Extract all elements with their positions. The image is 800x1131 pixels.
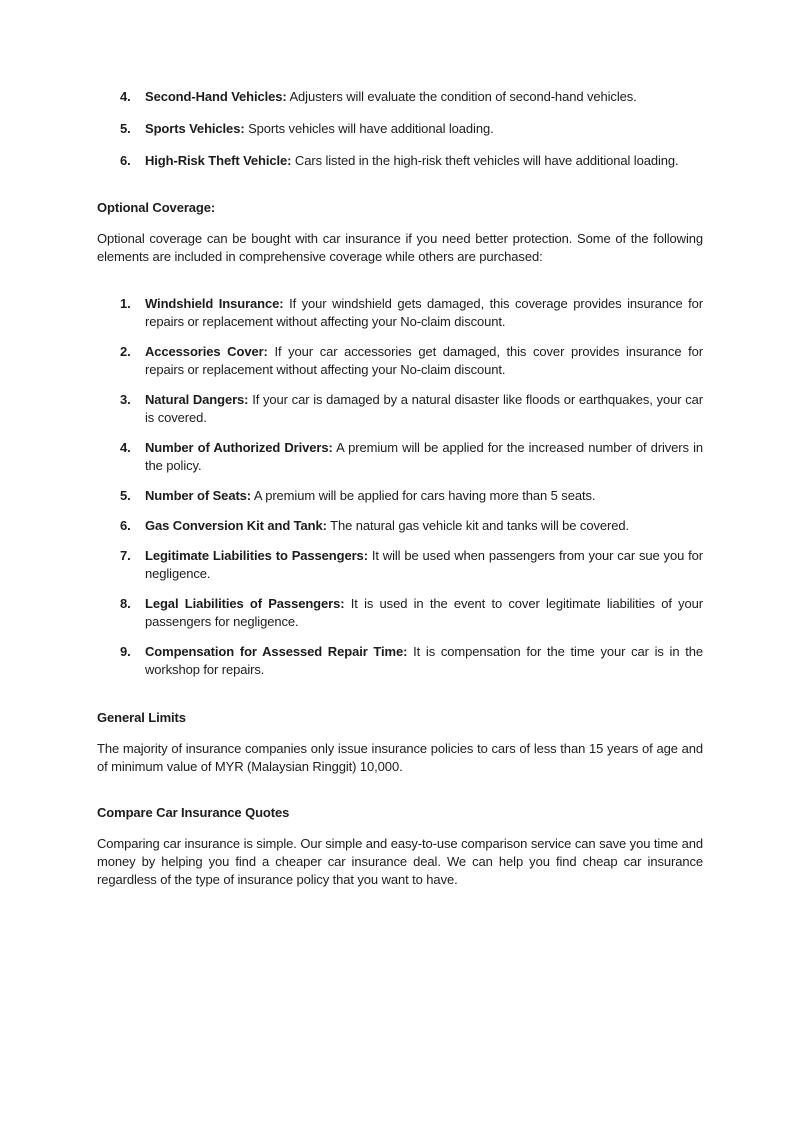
optional-coverage-intro: Optional coverage can be bought with car insurance if you need better protection. Some of the following elements are included in comprehensive coverage while others are purchased:: [97, 231, 703, 264]
list-item-label: Compensation for Assessed Repair Time:: [145, 644, 408, 659]
list-item-text: [145, 88, 703, 106]
list-item-text: [145, 120, 703, 138]
list-item-text: [145, 152, 703, 170]
general-limits-body: The majority of insurance companies only issue insurance policies to cars of less than 15 years of age and of minimum value of MYR (Malaysian Ringgit) 10,000.: [97, 741, 703, 774]
list-item-label: Legal Liabilities of Passengers:: [145, 596, 345, 611]
list-item-text: [145, 295, 703, 331]
list-item-desc: If your car accessories get damaged, this cover provides insurance for repairs or replacement without affecting your No-claim discount.: [145, 344, 703, 377]
compare-quotes-body: Comparing car insurance is simple. Our simple and easy-to-use comparison service can save you time and money by helping you find a cheaper car insurance deal. We can help you find cheap car insurance regardless of the type of insurance policy that you want to have.: [97, 836, 703, 887]
list-item-desc: A premium will be applied for cars having more than 5 seats.: [253, 488, 596, 503]
list-item-label: Natural Dangers:: [145, 392, 249, 407]
list-item-desc: Adjusters will evaluate the condition of second-hand vehicles.: [289, 89, 637, 104]
list-item-number: 6.: [120, 518, 131, 533]
list-item: [97, 295, 703, 331]
list-item-label: Number of Seats:: [145, 488, 252, 503]
list-item-number: 6.: [120, 153, 131, 168]
list-item-desc: A premium will be applied for the increased number of drivers in the policy.: [145, 440, 703, 473]
list-item-text: [145, 391, 703, 427]
list-item-label: Second-Hand Vehicles:: [145, 89, 287, 104]
list-item-number: 4.: [120, 440, 131, 455]
general-limits-heading: General Limits: [97, 710, 186, 725]
list-item: [97, 517, 703, 535]
list-item: [97, 391, 703, 427]
optional-coverage-list: [97, 295, 703, 679]
list-item-number: 3.: [120, 392, 131, 407]
list-item-desc: The natural gas vehicle kit and tanks will be covered.: [330, 518, 629, 533]
list-item-label: Number of Authorized Drivers:: [145, 440, 333, 455]
list-item: [97, 595, 703, 631]
list-item-text: [145, 547, 703, 583]
list-item-text: [145, 595, 703, 631]
list-item-text: [145, 439, 703, 475]
list-item: [97, 487, 703, 505]
list-item-label: Gas Conversion Kit and Tank:: [145, 518, 327, 533]
list-item: [97, 343, 703, 379]
vehicle-loading-list: [97, 88, 703, 170]
compare-quotes-heading: Compare Car Insurance Quotes: [97, 805, 290, 820]
list-item: [97, 120, 703, 138]
list-item-text: [145, 517, 703, 535]
list-item-desc: Cars listed in the high-risk theft vehicles will have additional loading.: [294, 153, 679, 168]
list-item: [97, 152, 703, 170]
list-item-text: [145, 487, 703, 505]
list-item-text: [145, 643, 703, 679]
list-item-number: 5.: [120, 121, 131, 136]
list-item-desc: It will be used when passengers from your car sue you for negligence.: [145, 548, 703, 581]
list-item-number: 4.: [120, 89, 131, 104]
list-item: [97, 643, 703, 679]
list-item-number: 5.: [120, 488, 131, 503]
list-item-desc: Sports vehicles will have additional loading.: [248, 121, 494, 136]
list-item-number: 9.: [120, 644, 131, 659]
list-item-desc: It is used in the event to cover legitimate liabilities of your passengers for negligence.: [145, 596, 704, 629]
list-item-desc: If your windshield gets damaged, this coverage provides insurance for repairs or replacement without affecting your No-claim discount.: [145, 296, 703, 329]
list-item-number: 7.: [120, 548, 131, 563]
list-item-desc: If your car is damaged by a natural disaster like floods or earthquakes, your car is covered.: [145, 392, 703, 425]
list-item-label: High-Risk Theft Vehicle:: [145, 153, 292, 168]
list-item-desc: It is compensation for the time your car is in the workshop for repairs.: [145, 644, 703, 677]
list-item-number: 2.: [120, 344, 131, 359]
list-item: [97, 547, 703, 583]
list-item-number: 1.: [120, 296, 131, 311]
list-item-label: Windshield Insurance:: [145, 296, 284, 311]
list-item-label: Legitimate Liabilities to Passengers:: [145, 548, 368, 563]
list-item-number: 8.: [120, 596, 131, 611]
list-item-label: Sports Vehicles:: [145, 121, 245, 136]
list-item: [97, 88, 703, 106]
list-item: [97, 439, 703, 475]
list-item-text: [145, 343, 703, 379]
optional-coverage-heading: Optional Coverage:: [97, 200, 216, 215]
list-item-label: Accessories Cover:: [145, 344, 268, 359]
